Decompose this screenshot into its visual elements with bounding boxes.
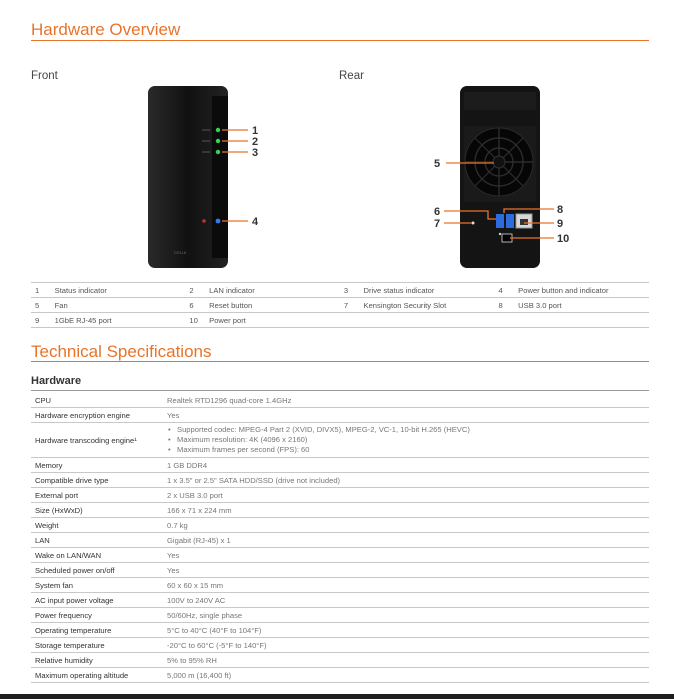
part-number (495, 313, 515, 328)
spec-row (31, 518, 649, 533)
spec-key: Hardware encryption engine (31, 408, 163, 423)
spec-value: 5% to 95% RH (163, 653, 649, 668)
part-number: 5 (31, 298, 51, 313)
spec-value: 0.7 kg (163, 518, 649, 533)
spec-key: Relative humidity (31, 653, 163, 668)
spec-value: Gigabit (RJ-45) x 1 (163, 533, 649, 548)
spec-key: Scheduled power on/off (31, 563, 163, 578)
callout-2: 2 (252, 136, 259, 148)
parts-row (31, 283, 649, 298)
tech-specs-rule (31, 361, 649, 362)
spec-value: 100V to 240V AC (163, 593, 649, 608)
overview-title: Hardware Overview (31, 20, 181, 39)
part-name (514, 313, 649, 328)
spec-value: 60 x 60 x 15 mm (163, 578, 649, 593)
part-number: 9 (31, 313, 51, 328)
spec-bullet-item: • Maximum resolution: 4K (4096 x 2160) (177, 435, 645, 445)
part-name: Reset button (205, 298, 340, 313)
part-name: Power port (205, 313, 340, 328)
hardware-rule (31, 390, 649, 391)
hardware-specs-table (31, 393, 649, 683)
tech-specs-title: Technical Specifications (31, 342, 212, 361)
spec-row (31, 423, 649, 458)
part-name: 1GbE RJ-45 port (51, 313, 186, 328)
bottom-bar (0, 694, 674, 699)
spec-key: Operating temperature (31, 623, 163, 638)
rear-device-image (428, 82, 578, 272)
parts-row (31, 298, 649, 313)
spec-row (31, 503, 649, 518)
lan-led-icon (216, 139, 220, 143)
spec-bullet-item: • Supported codec: MPEG-4 Part 2 (XVID, DIVX5), MPEG-2, VC-1, 10-bit H.265 (HEVC) (177, 425, 645, 435)
spec-row (31, 593, 649, 608)
callout-3: 3 (252, 147, 259, 159)
front-device-image (140, 82, 280, 272)
spec-key: Power frequency (31, 608, 163, 623)
part-number: 10 (185, 313, 205, 328)
spec-value (163, 423, 649, 458)
spec-value: -20°C to 60°C (-5°F to 140°F) (163, 638, 649, 653)
overview-rule (31, 40, 649, 41)
spec-row (31, 408, 649, 423)
spec-value: 50/60Hz, single phase (163, 608, 649, 623)
callout-5: 5 (434, 158, 441, 170)
callout-4: 4 (252, 216, 259, 228)
part-name: Kensington Security Slot (360, 298, 495, 313)
front-label: Front (31, 70, 58, 82)
spec-value: 1 x 3.5" or 2.5" SATA HDD/SSD (drive not included) (163, 473, 649, 488)
spec-row (31, 458, 649, 473)
spec-key: Memory (31, 458, 163, 473)
part-number: 4 (495, 283, 515, 298)
part-number (340, 313, 360, 328)
spec-value: Yes (163, 408, 649, 423)
part-number: 7 (340, 298, 360, 313)
spec-key: Compatible drive type (31, 473, 163, 488)
spec-key: External port (31, 488, 163, 503)
part-number: 8 (495, 298, 515, 313)
spec-value: 1 GB DDR4 (163, 458, 649, 473)
spec-value: 166 x 71 x 224 mm (163, 503, 649, 518)
spec-value: 2 x USB 3.0 port (163, 488, 649, 503)
drive-led-icon (216, 150, 220, 154)
spec-row (31, 623, 649, 638)
spec-bullet-item: • Maximum frames per second (FPS): 60 (177, 445, 645, 455)
spec-key: Storage temperature (31, 638, 163, 653)
part-name: Status indicator (51, 283, 186, 298)
part-number: 6 (185, 298, 205, 313)
part-name: Power button and indicator (514, 283, 649, 298)
part-name: LAN indicator (205, 283, 340, 298)
spec-row (31, 533, 649, 548)
spec-row (31, 393, 649, 408)
spec-value: Yes (163, 563, 649, 578)
spec-key: Weight (31, 518, 163, 533)
spec-key: System fan (31, 578, 163, 593)
callout-7: 7 (434, 218, 441, 230)
spec-key: AC input power voltage (31, 593, 163, 608)
spec-row (31, 488, 649, 503)
status-led-icon (216, 128, 220, 132)
callout-6: 6 (434, 206, 441, 218)
part-name: Fan (51, 298, 186, 313)
part-name: USB 3.0 port (514, 298, 649, 313)
usb-port-a-icon (496, 214, 504, 228)
spec-value: 5°C to 40°C (40°F to 104°F) (163, 623, 649, 638)
part-number: 1 (31, 283, 51, 298)
callout-10: 10 (557, 233, 570, 245)
reset-button-icon (499, 233, 501, 235)
spec-row (31, 473, 649, 488)
spec-key: Size (HxWxD) (31, 503, 163, 518)
spec-bullet-list (167, 425, 645, 455)
spec-key: LAN (31, 533, 163, 548)
spec-row (31, 563, 649, 578)
usb-port-b-icon (506, 214, 514, 228)
hardware-heading: Hardware (31, 375, 82, 387)
spec-row (31, 638, 649, 653)
parts-row (31, 313, 649, 328)
power-button-icon (216, 219, 221, 224)
model-text: DS118 (174, 250, 186, 255)
spec-value: Yes (163, 548, 649, 563)
part-number: 3 (340, 283, 360, 298)
spec-value: 5,000 m (16,400 ft) (163, 668, 649, 683)
callout-1: 1 (252, 125, 259, 137)
spec-key: Wake on LAN/WAN (31, 548, 163, 563)
spec-row (31, 668, 649, 683)
part-name: Drive status indicator (360, 283, 495, 298)
rear-label: Rear (339, 70, 364, 82)
spec-row (31, 653, 649, 668)
spec-row (31, 608, 649, 623)
spec-value: Realtek RTD1296 quad-core 1.4GHz (163, 393, 649, 408)
spec-key: Maximum operating altitude (31, 668, 163, 683)
callout-9: 9 (557, 218, 564, 230)
part-number: 2 (185, 283, 205, 298)
part-name (360, 313, 495, 328)
spec-row (31, 578, 649, 593)
spec-key: CPU (31, 393, 163, 408)
callout-8: 8 (557, 204, 564, 216)
parts-legend-table (31, 282, 649, 328)
spec-row (31, 548, 649, 563)
spec-key: Hardware transcoding engine¹ (31, 423, 163, 458)
